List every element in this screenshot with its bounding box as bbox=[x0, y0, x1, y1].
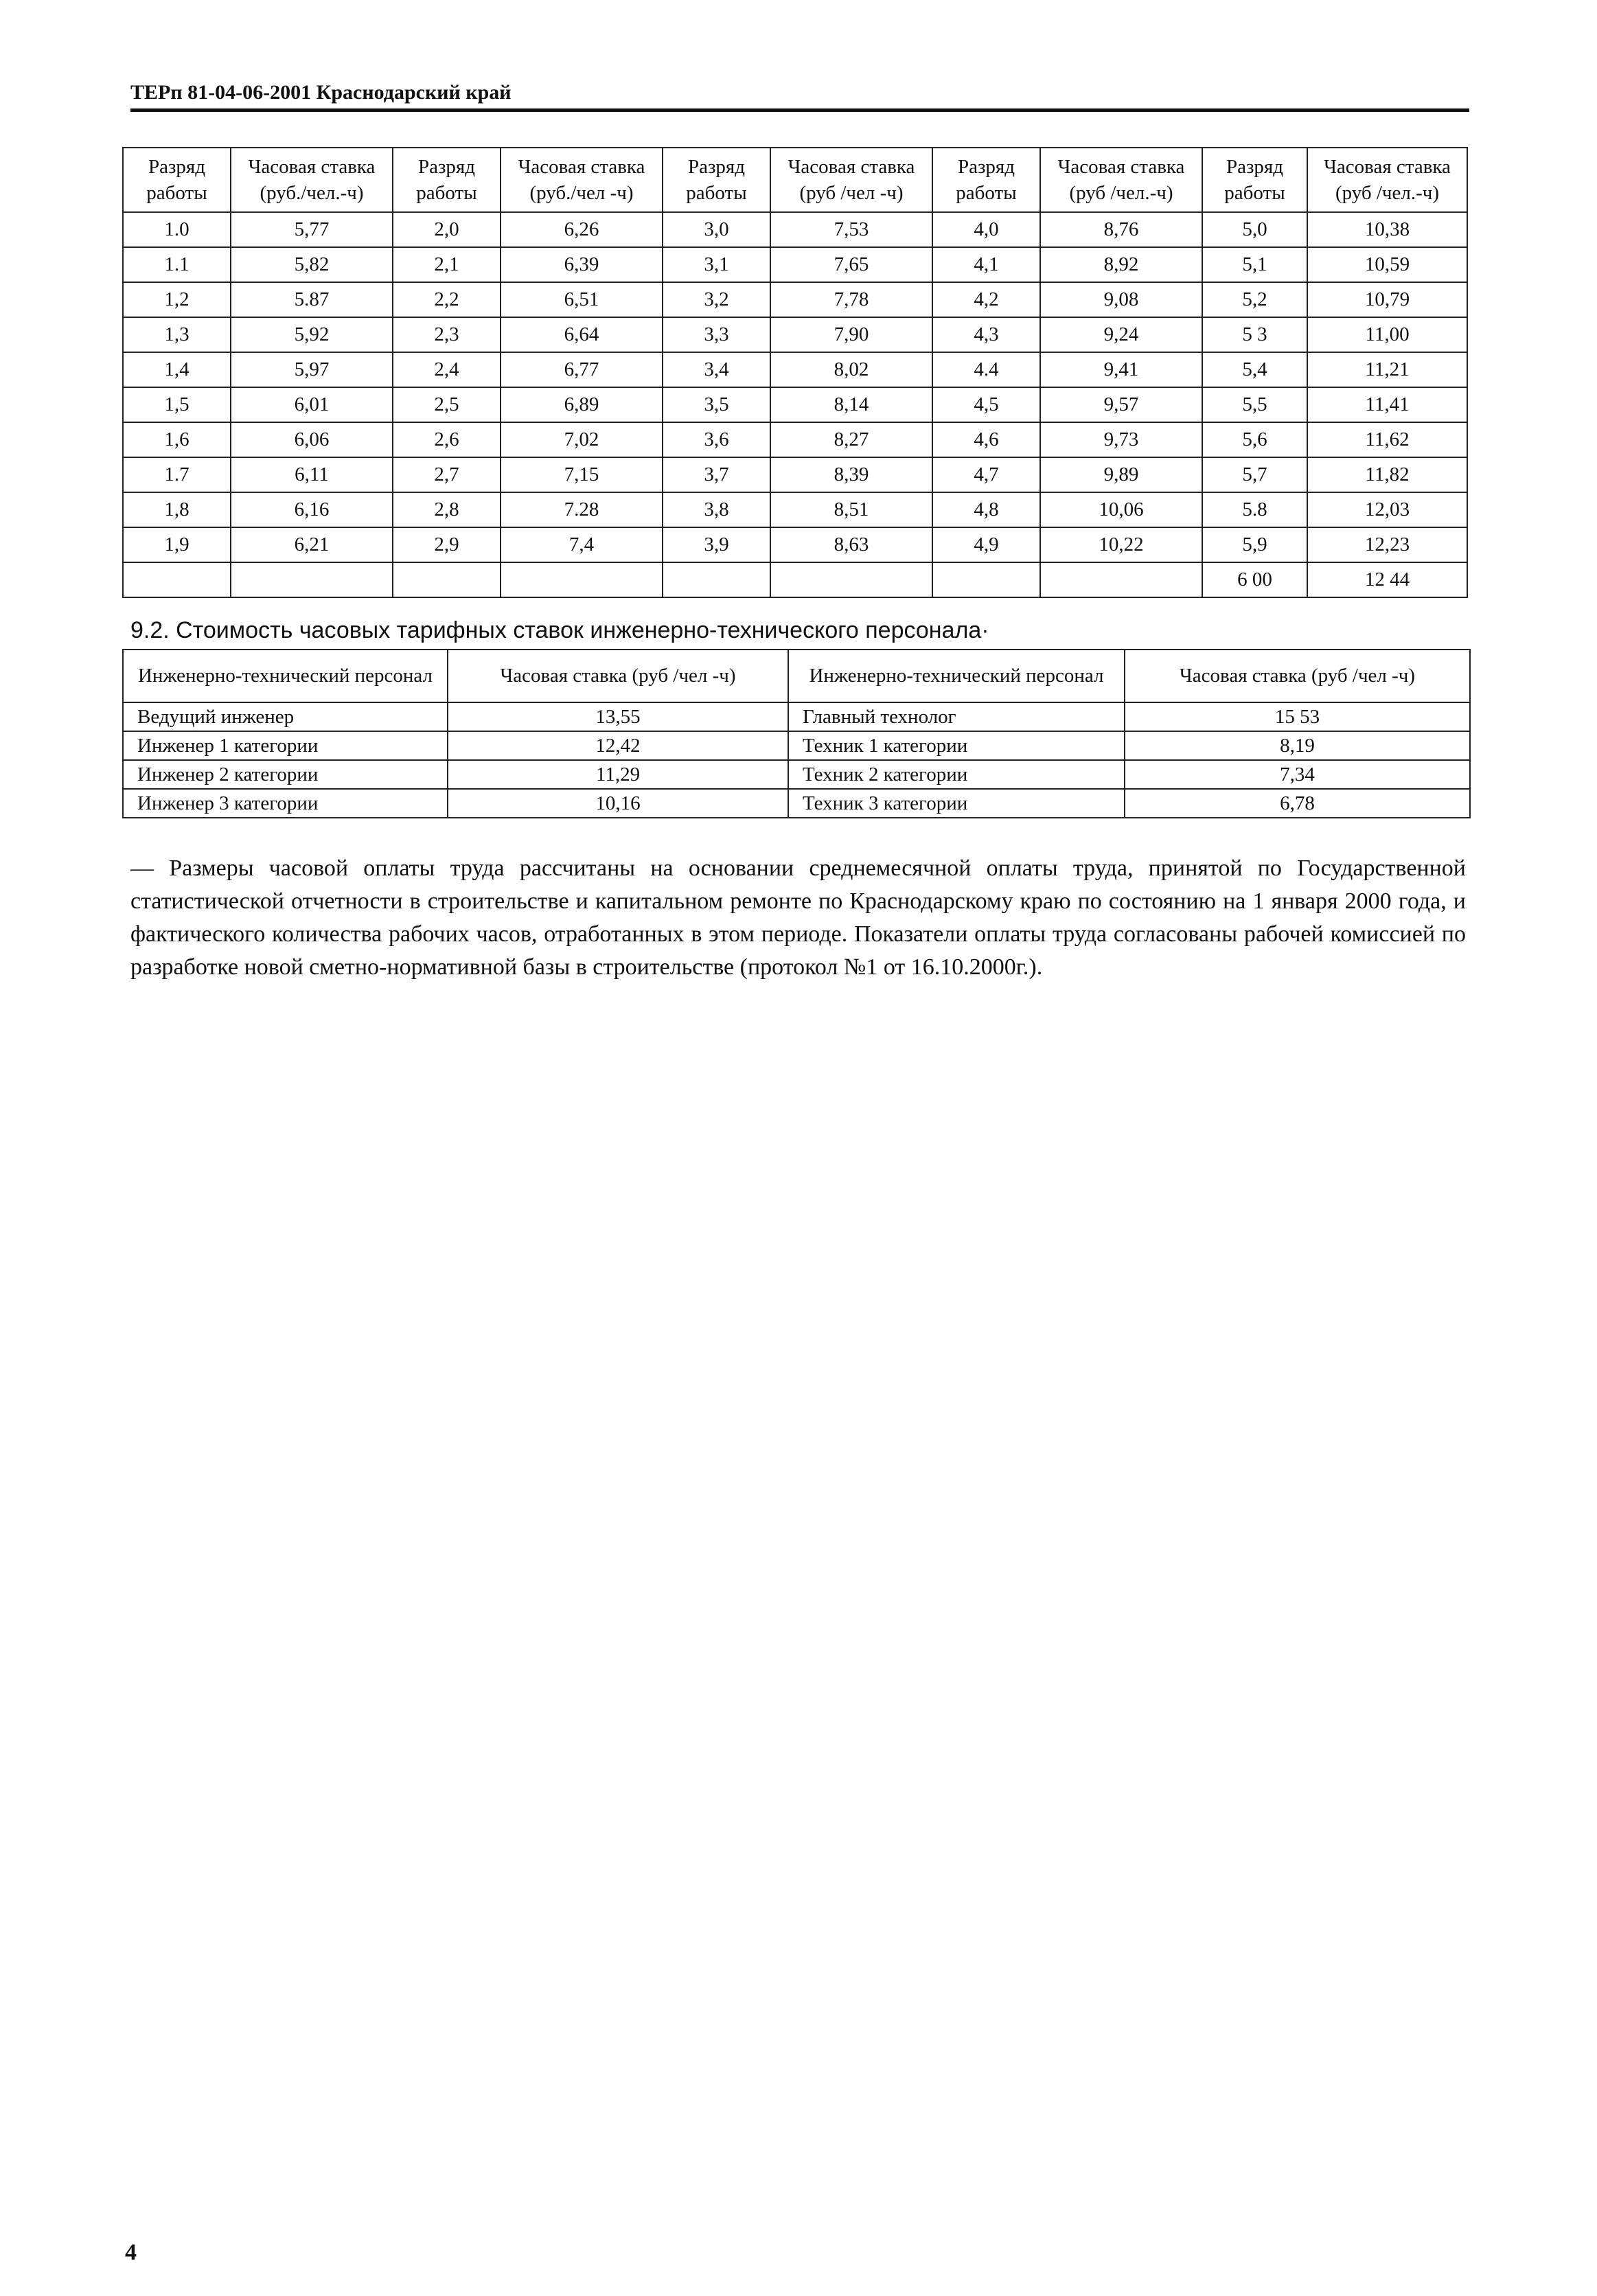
table-cell: 6,01 bbox=[231, 387, 393, 422]
column-header: Разряд работы bbox=[393, 148, 501, 212]
table-cell: 8,14 bbox=[770, 387, 932, 422]
table-cell: 5.87 bbox=[231, 282, 393, 317]
table-cell: 4,2 bbox=[932, 282, 1040, 317]
table-cell: 7,02 bbox=[501, 422, 663, 457]
table-cell: 5,6 bbox=[1202, 422, 1307, 457]
table-cell: 1,5 bbox=[123, 387, 231, 422]
table-cell: 11,41 bbox=[1307, 387, 1467, 422]
column-header: Часовая ставка (руб./чел.-ч) bbox=[231, 148, 393, 212]
table-cell: 11,21 bbox=[1307, 352, 1467, 387]
table-cell: 9,73 bbox=[1040, 422, 1202, 457]
table-cell: 9,24 bbox=[1040, 317, 1202, 352]
table-cell: 9,57 bbox=[1040, 387, 1202, 422]
table-cell: 11,00 bbox=[1307, 317, 1467, 352]
table-cell: 3,3 bbox=[663, 317, 770, 352]
table-cell: Главный технолог bbox=[788, 702, 1125, 731]
table-cell: 12,23 bbox=[1307, 527, 1467, 562]
table-cell: 1,3 bbox=[123, 317, 231, 352]
table-cell bbox=[393, 562, 501, 597]
column-header: Разряд работы bbox=[1202, 148, 1307, 212]
table-cell: 12,42 bbox=[448, 731, 788, 760]
table-cell: 6,78 bbox=[1125, 789, 1470, 818]
table-cell: 8,27 bbox=[770, 422, 932, 457]
table-cell bbox=[231, 562, 393, 597]
table-row bbox=[123, 282, 1467, 317]
table-cell: 5,2 bbox=[1202, 282, 1307, 317]
table-cell: 2,2 bbox=[393, 282, 501, 317]
page-header: ТЕРп 81-04-06-2001 Краснодарский край bbox=[130, 81, 1469, 112]
table-cell: 15 53 bbox=[1125, 702, 1470, 731]
staff-table-header bbox=[123, 650, 1470, 702]
table-cell: 6,77 bbox=[501, 352, 663, 387]
table-cell: 9,08 bbox=[1040, 282, 1202, 317]
table-cell: 5.8 bbox=[1202, 492, 1307, 527]
table-cell: Инженер 3 категории bbox=[123, 789, 448, 818]
header-row bbox=[123, 650, 1470, 702]
table-cell: 6,06 bbox=[231, 422, 393, 457]
column-header: Инженерно-технический персонал bbox=[788, 650, 1125, 702]
table-cell: 4,5 bbox=[932, 387, 1040, 422]
table-cell: 1,8 bbox=[123, 492, 231, 527]
table-cell: 12,03 bbox=[1307, 492, 1467, 527]
table-cell: 1.7 bbox=[123, 457, 231, 492]
table-cell: 1,2 bbox=[123, 282, 231, 317]
table-cell: 13,55 bbox=[448, 702, 788, 731]
table-cell: 5,4 bbox=[1202, 352, 1307, 387]
table-cell: 4,6 bbox=[932, 422, 1040, 457]
table-cell: 2,5 bbox=[393, 387, 501, 422]
column-header: Разряд работы bbox=[123, 148, 231, 212]
table-cell: 5,97 bbox=[231, 352, 393, 387]
table-cell: 4,3 bbox=[932, 317, 1040, 352]
table-row bbox=[123, 387, 1467, 422]
table-cell: 3,8 bbox=[663, 492, 770, 527]
hourly-rates-table bbox=[122, 147, 1468, 598]
table-cell: 6,26 bbox=[501, 212, 663, 247]
column-header: Часовая ставка (руб /чел -ч) bbox=[448, 650, 788, 702]
table-row bbox=[123, 457, 1467, 492]
column-header: Часовая ставка (руб /чел -ч) bbox=[1125, 650, 1470, 702]
table-cell: 2,3 bbox=[393, 317, 501, 352]
table-cell: 7,53 bbox=[770, 212, 932, 247]
table-cell: 2,0 bbox=[393, 212, 501, 247]
page-number: 4 bbox=[125, 2240, 137, 2265]
column-header: Часовая ставка (руб /чел.-ч) bbox=[1307, 148, 1467, 212]
column-header: Часовая ставка (руб /чел.-ч) bbox=[1040, 148, 1202, 212]
column-header: Часовая ставка (руб /чел -ч) bbox=[770, 148, 932, 212]
table-cell: 7,15 bbox=[501, 457, 663, 492]
table-cell: 2,8 bbox=[393, 492, 501, 527]
table-cell: 6,39 bbox=[501, 247, 663, 282]
column-header: Часовая ставка (руб./чел -ч) bbox=[501, 148, 663, 212]
table-cell: 3,6 bbox=[663, 422, 770, 457]
table-cell bbox=[932, 562, 1040, 597]
table-cell: 1,9 bbox=[123, 527, 231, 562]
table-cell: Техник 1 категории bbox=[788, 731, 1125, 760]
table-row bbox=[123, 317, 1467, 352]
table-cell: 5,5 bbox=[1202, 387, 1307, 422]
table-cell: 3,2 bbox=[663, 282, 770, 317]
table-cell: 6,89 bbox=[501, 387, 663, 422]
table-row bbox=[123, 422, 1467, 457]
table-cell: 3,9 bbox=[663, 527, 770, 562]
table-cell: 7,4 bbox=[501, 527, 663, 562]
table-cell: 10,79 bbox=[1307, 282, 1467, 317]
table-cell: 11,29 bbox=[448, 760, 788, 789]
header-row bbox=[123, 148, 1467, 212]
table-cell: 3,4 bbox=[663, 352, 770, 387]
table-cell: 11,82 bbox=[1307, 457, 1467, 492]
table-cell: 6,16 bbox=[231, 492, 393, 527]
table-cell: 7,78 bbox=[770, 282, 932, 317]
table-cell: 10,16 bbox=[448, 789, 788, 818]
table-cell: 8,19 bbox=[1125, 731, 1470, 760]
table-cell: 5,9 bbox=[1202, 527, 1307, 562]
table-cell bbox=[770, 562, 932, 597]
table-cell: 7,90 bbox=[770, 317, 932, 352]
table-cell: 3,0 bbox=[663, 212, 770, 247]
table-cell: 8,39 bbox=[770, 457, 932, 492]
table-cell: 7.28 bbox=[501, 492, 663, 527]
rates-table-header bbox=[123, 148, 1467, 212]
table-cell: 1.1 bbox=[123, 247, 231, 282]
table-cell: 5,1 bbox=[1202, 247, 1307, 282]
table-row bbox=[123, 527, 1467, 562]
table-cell: Инженер 2 категории bbox=[123, 760, 448, 789]
table-cell: 3,1 bbox=[663, 247, 770, 282]
table-cell: 1.0 bbox=[123, 212, 231, 247]
table-cell: 4,8 bbox=[932, 492, 1040, 527]
table-cell: 6,21 bbox=[231, 527, 393, 562]
table-cell: 9,41 bbox=[1040, 352, 1202, 387]
staff-table-body bbox=[123, 702, 1470, 818]
table-cell: 5 3 bbox=[1202, 317, 1307, 352]
table-cell: 2,1 bbox=[393, 247, 501, 282]
table-row bbox=[123, 702, 1470, 731]
table-cell: 12 44 bbox=[1307, 562, 1467, 597]
table-cell: 2,9 bbox=[393, 527, 501, 562]
table-cell: 6,64 bbox=[501, 317, 663, 352]
table-cell: 4,0 bbox=[932, 212, 1040, 247]
table-cell: 3,7 bbox=[663, 457, 770, 492]
table-cell: 10,06 bbox=[1040, 492, 1202, 527]
column-header: Инженерно-технический персонал bbox=[123, 650, 448, 702]
table-row bbox=[123, 212, 1467, 247]
table-cell: 8,76 bbox=[1040, 212, 1202, 247]
table-cell: 10,59 bbox=[1307, 247, 1467, 282]
engineering-staff-rates-table bbox=[122, 649, 1471, 818]
table-row bbox=[123, 731, 1470, 760]
table-cell: 4,1 bbox=[932, 247, 1040, 282]
table-row bbox=[123, 492, 1467, 527]
table-cell: 5,82 bbox=[231, 247, 393, 282]
table-cell: 7,34 bbox=[1125, 760, 1470, 789]
table-cell: 7,65 bbox=[770, 247, 932, 282]
table-cell: 6 00 bbox=[1202, 562, 1307, 597]
rates-table-body bbox=[123, 212, 1467, 597]
table-cell: 1,4 bbox=[123, 352, 231, 387]
table-cell bbox=[663, 562, 770, 597]
table-cell: Ведущий инженер bbox=[123, 702, 448, 731]
table-cell: 5,0 bbox=[1202, 212, 1307, 247]
table-cell: 2,4 bbox=[393, 352, 501, 387]
table-cell: 1,6 bbox=[123, 422, 231, 457]
table-cell bbox=[501, 562, 663, 597]
column-header: Разряд работы bbox=[663, 148, 770, 212]
table-cell: 5,7 bbox=[1202, 457, 1307, 492]
footnote-paragraph: — Размеры часовой оплаты труда рассчитаны на основании среднемесячной оплаты труда, принятой по Государственной статистической отчетности в строительстве и капитальном ремонте по Краснодарскому краю по состоянию на 1 января 2000 года, и фактического количества рабочих часов, отработанных в этом периоде. Показатели оплаты труда согласованы рабочей комиссией по разработке новой сметно-нормативной базы в строительстве (протокол №1 от 16.10.2000г.). bbox=[130, 856, 1466, 980]
table-cell: Техник 3 категории bbox=[788, 789, 1125, 818]
table-cell: 6,51 bbox=[501, 282, 663, 317]
table-cell: 11,62 bbox=[1307, 422, 1467, 457]
table-row bbox=[123, 352, 1467, 387]
table-cell: 8,02 bbox=[770, 352, 932, 387]
table-cell: 4,9 bbox=[932, 527, 1040, 562]
table-row bbox=[123, 760, 1470, 789]
section-title: 9.2. Стоимость часовых тарифных ставок инженерно-технического персонала· bbox=[130, 617, 989, 643]
table-cell: 4,7 bbox=[932, 457, 1040, 492]
table-cell: 8,51 bbox=[770, 492, 932, 527]
column-header: Разряд работы bbox=[932, 148, 1040, 212]
table-row bbox=[123, 562, 1467, 597]
table-cell: 8,92 bbox=[1040, 247, 1202, 282]
table-cell: Инженер 1 категории bbox=[123, 731, 448, 760]
table-cell: 2,6 bbox=[393, 422, 501, 457]
table-cell: 5,77 bbox=[231, 212, 393, 247]
table-cell: 5,92 bbox=[231, 317, 393, 352]
table-cell: 10,38 bbox=[1307, 212, 1467, 247]
table-row bbox=[123, 789, 1470, 818]
table-cell: 6,11 bbox=[231, 457, 393, 492]
table-cell: 4.4 bbox=[932, 352, 1040, 387]
table-cell bbox=[123, 562, 231, 597]
table-cell: 8,63 bbox=[770, 527, 932, 562]
table-cell: 2,7 bbox=[393, 457, 501, 492]
table-cell: 3,5 bbox=[663, 387, 770, 422]
table-cell: Техник 2 категории bbox=[788, 760, 1125, 789]
table-cell bbox=[1040, 562, 1202, 597]
table-cell: 9,89 bbox=[1040, 457, 1202, 492]
table-row bbox=[123, 247, 1467, 282]
table-cell: 10,22 bbox=[1040, 527, 1202, 562]
